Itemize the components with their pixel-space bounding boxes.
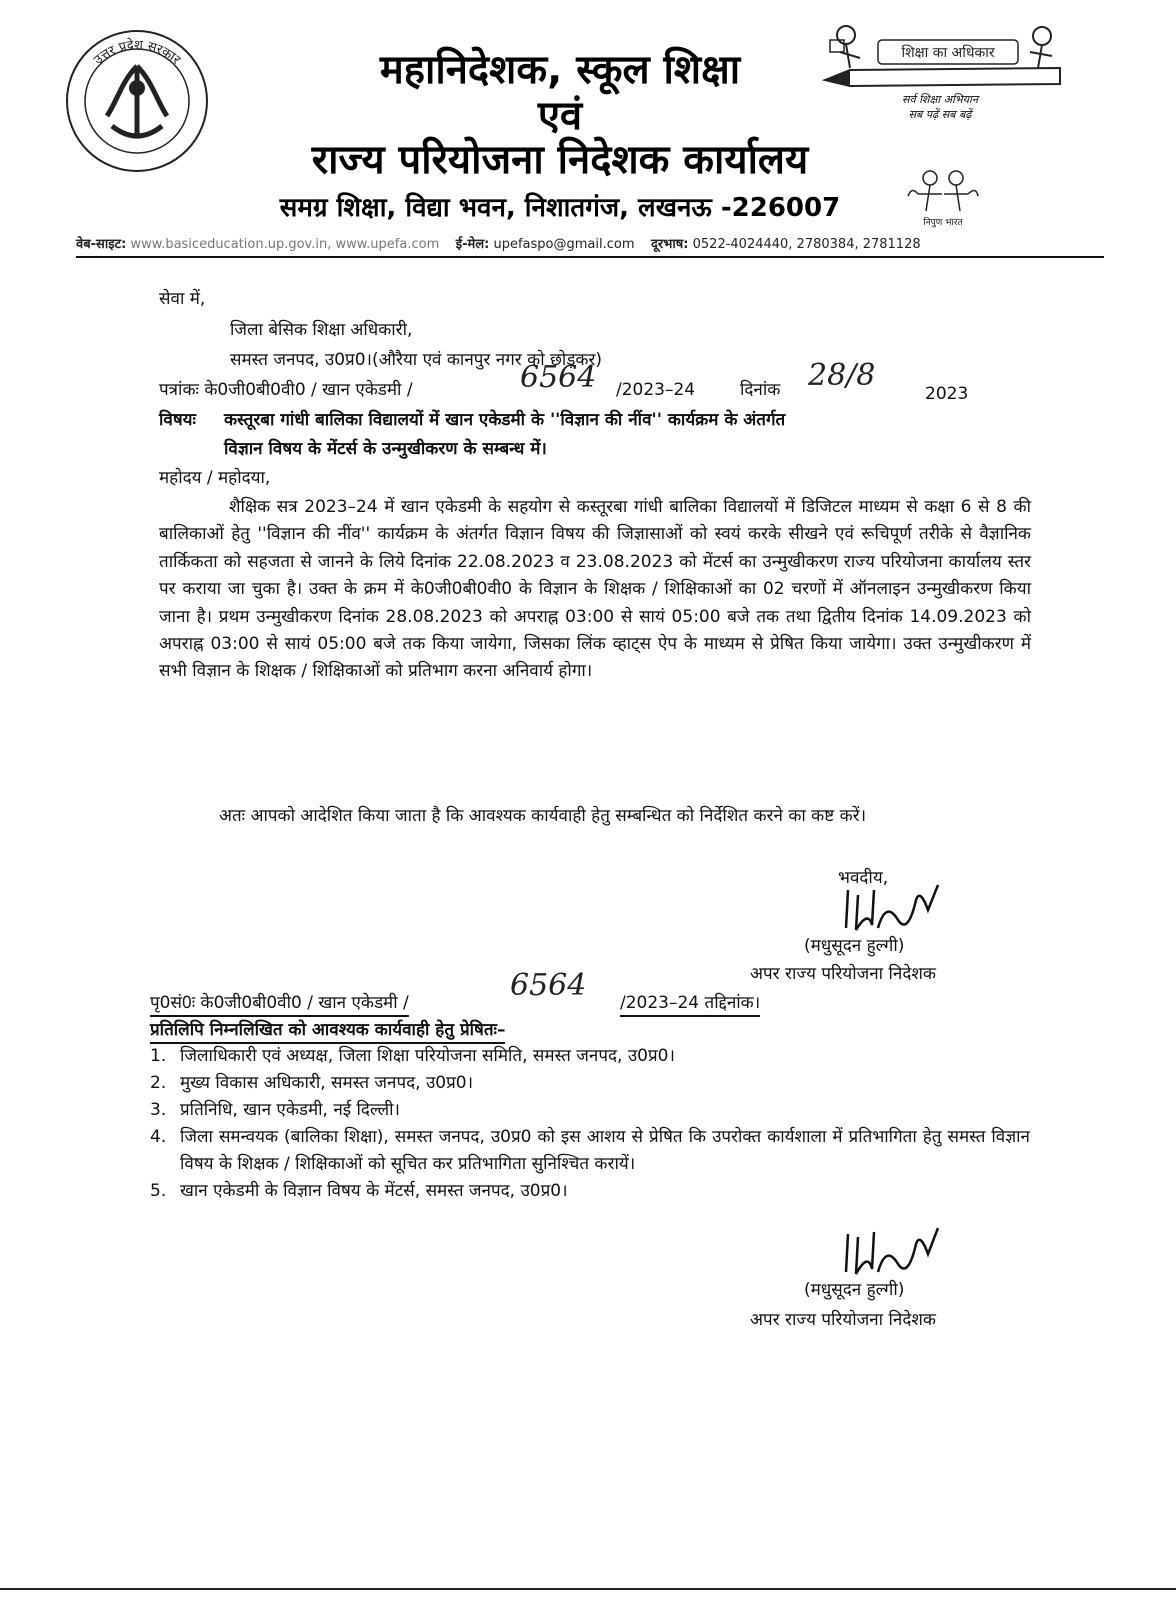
list-item-text: प्रतिनिधि, खान एकेडमी, नई दिल्ली। [180,1100,401,1120]
list-item-text: खान एकेडमी के विज्ञान विषय के मेंटर्स, समस्त जनपद, उ0प्र0। [180,1181,568,1201]
date-label: दिनांक [740,380,781,400]
nipun-bharat-label: निपुण भारत [923,218,963,228]
list-item [150,1043,1030,1070]
logo-right-sub1: सर्व शिक्षा अभियान [902,93,978,106]
list-item-number: 2. [150,1073,167,1093]
copy-recipients-list [150,1043,1030,1205]
copy-heading: प्रतिलिपि निम्नलिखित को आवश्यक कार्यवाही हेतु प्रेषितः– [150,1018,505,1044]
list-item-number: 5. [150,1181,167,1201]
list-item-text: जिलाधिकारी एवं अध्यक्ष, जिला शिक्षा परियोजना समिति, समस्त जनपद, उ0प्र0। [180,1046,675,1066]
copy-signatory-title: अपर राज्य परियोजना निदेशक [750,1310,936,1330]
letterhead-title-line3: राज्य परियोजना निदेशक कार्यालय [311,137,809,183]
date-year: 2023 [925,384,969,404]
website-links: www.basiceducation.up.gov.in, www.upefa.com [130,237,440,252]
signatory-name: (मधुसूदन हुल्गी) [804,936,905,956]
phone-label: दूरभाष: [651,237,689,252]
subject-line1: कस्तूरबा गांधी बालिका विद्यालयों में खान एकेडमी के ''विज्ञान की नींव'' कार्यक्रम के अंतर्गत [224,410,786,430]
body-paragraph-2-text: अतः आपको आदेशित किया जाता है कि आवश्यक कार्यवाही हेतु सम्बन्धित को निर्देशित करने का कष्ट करें। [219,806,867,826]
list-item-number: 4. [150,1127,167,1147]
signature-2 [838,1222,948,1284]
list-item [150,1070,1030,1097]
phone-numbers: 0522-4024440, 2780384, 2781128 [692,237,921,252]
letterhead-contact-line [76,234,1116,252]
list-item [150,1097,1030,1124]
email-address: upefaspo@gmail.com [493,237,635,252]
svg-text:उत्तर प्रदेश सरकार [91,37,184,68]
salutation-to: सेवा में, [159,289,206,309]
list-item-number: 1. [150,1046,167,1066]
email-label: ई-मेल: [455,237,490,252]
subject-line2: विज्ञान विषय के मेंटर्स के उन्मुखीकरण के सम्बन्ध में। [224,439,547,459]
date-handwritten: 28/8 [808,358,876,393]
letterhead-address: समग्र शिक्षा, विद्या भवन, निशातगंज, लखनऊ -226007 [279,193,841,223]
reference-number-handwritten: 6564 [520,360,597,395]
copy-signatory-name: (मधुसूदन हुल्गी) [804,1280,905,1300]
list-item [150,1178,1030,1205]
greeting: महोदय / महोदया, [159,468,271,488]
letterhead-title-line2: एवं [537,93,583,139]
letterhead-title-line1: महानिदेशक, स्कूल शिक्षा [379,47,741,93]
signature-1 [838,880,948,940]
reference-year: /2023–24 [616,380,696,400]
recipient-scope: समस्त जनपद, उ0प्र0।(औरैया एवं कानपुर नगर को छोड़कर) [230,350,603,370]
body-paragraph-1-text: शैक्षिक सत्र 2023–24 में खान एकेडमी के सहयोग से कस्तूरबा गांधी बालिका विद्यालयों में डिजिटल माध्यम से कक्षा 6 से 8 की बालिकाओं हेतु ''विज्ञान की नींव'' कार्यक्रम के अंतर्गत विज्ञान विषय की जिज्ञासाओं को स्वयं करके सीखने एवं रूचिपूर्ण तरीके से वैज्ञानिक तार्किकता को सहजता से जानने के लिये दिनांक 22.08.2023 व 23.08.2023 को मेंटर्स का उन्मुखीकरण राज्य परियोजना कार्यालय स्तर पर कराया जा चुका है। उक्त के क्रम में के0जी0बी0वी0 के विज्ञान के शिक्षक / शिक्षिकाओं का 02 चरणों में ऑनलाइन उन्मुखीकरण किया जाना है। प्रथम उन्मुखीकरण दिनांक 28.08.2023 को अपराह्न 03:00 से सायं 05:00 बजे तक तथा द्वितीय दिनांक 14.09.2023 को अपराह्न 03:00 से सायं 05:00 बजे तक किया जायेगा, जिसका लिंक व्हाट्स ऐप के माध्यम से प्रेषित किया जायेगा। उक्त उन्मुखीकरण में सभी विज्ञान के शिक्षक / शिक्षिकाओं को प्रतिभाग करना अनिवार्य होगा। [159,497,1031,682]
list-item [150,1124,1030,1178]
list-item-text: जिला समन्वयक (बालिका शिक्षा), समस्त जनपद, उ0प्र0 को इस आशय से प्रेषित कि उपरोक्त कार्यशाला में प्रतिभागिता हेतु समस्त विज्ञान विषय के शिक्षक / शिक्षिकाओं को सूचित कर प्रतिभागिता सुनिश्चित करायें। [180,1127,1030,1174]
copy-reference-prefix: पृ0सं0ः के0जी0बी0वी0 / खान एकेडमी / [150,991,409,1017]
logo-right-sub2: सब पढ़ें सब बढ़ें [908,108,972,121]
seal-text: उत्तर प्रदेश सरकार [91,37,184,68]
web-label: वेब-साइट: [76,237,127,252]
letterhead-divider [76,256,1104,258]
reference-prefix: पत्रांकः के0जी0बी0वी0 / खान एकेडमी / [159,380,413,400]
sarva-shiksha-abhiyan-text [880,92,1000,122]
copy-reference-number-handwritten: 6564 [510,968,587,1003]
logo-right-label: शिक्षा का अधिकार [901,45,995,61]
page-bottom-edge [0,1588,1176,1590]
subject-label: विषयः [159,410,196,430]
closing: भवदीय, [838,868,889,888]
body-paragraph-1 [159,494,1031,686]
body-paragraph-2 [159,803,1031,830]
copy-reference-suffix: /2023–24 तद्दिनांक। [620,991,760,1017]
list-item-text: मुख्य विकास अधिकारी, समस्त जनपद, उ0प्र0। [180,1073,474,1093]
recipient: जिला बेसिक शिक्षा अधिकारी, [230,320,413,340]
list-item-number: 3. [150,1100,167,1120]
up-government-seal [62,26,212,176]
signatory-title: अपर राज्य परियोजना निदेशक [750,964,936,984]
